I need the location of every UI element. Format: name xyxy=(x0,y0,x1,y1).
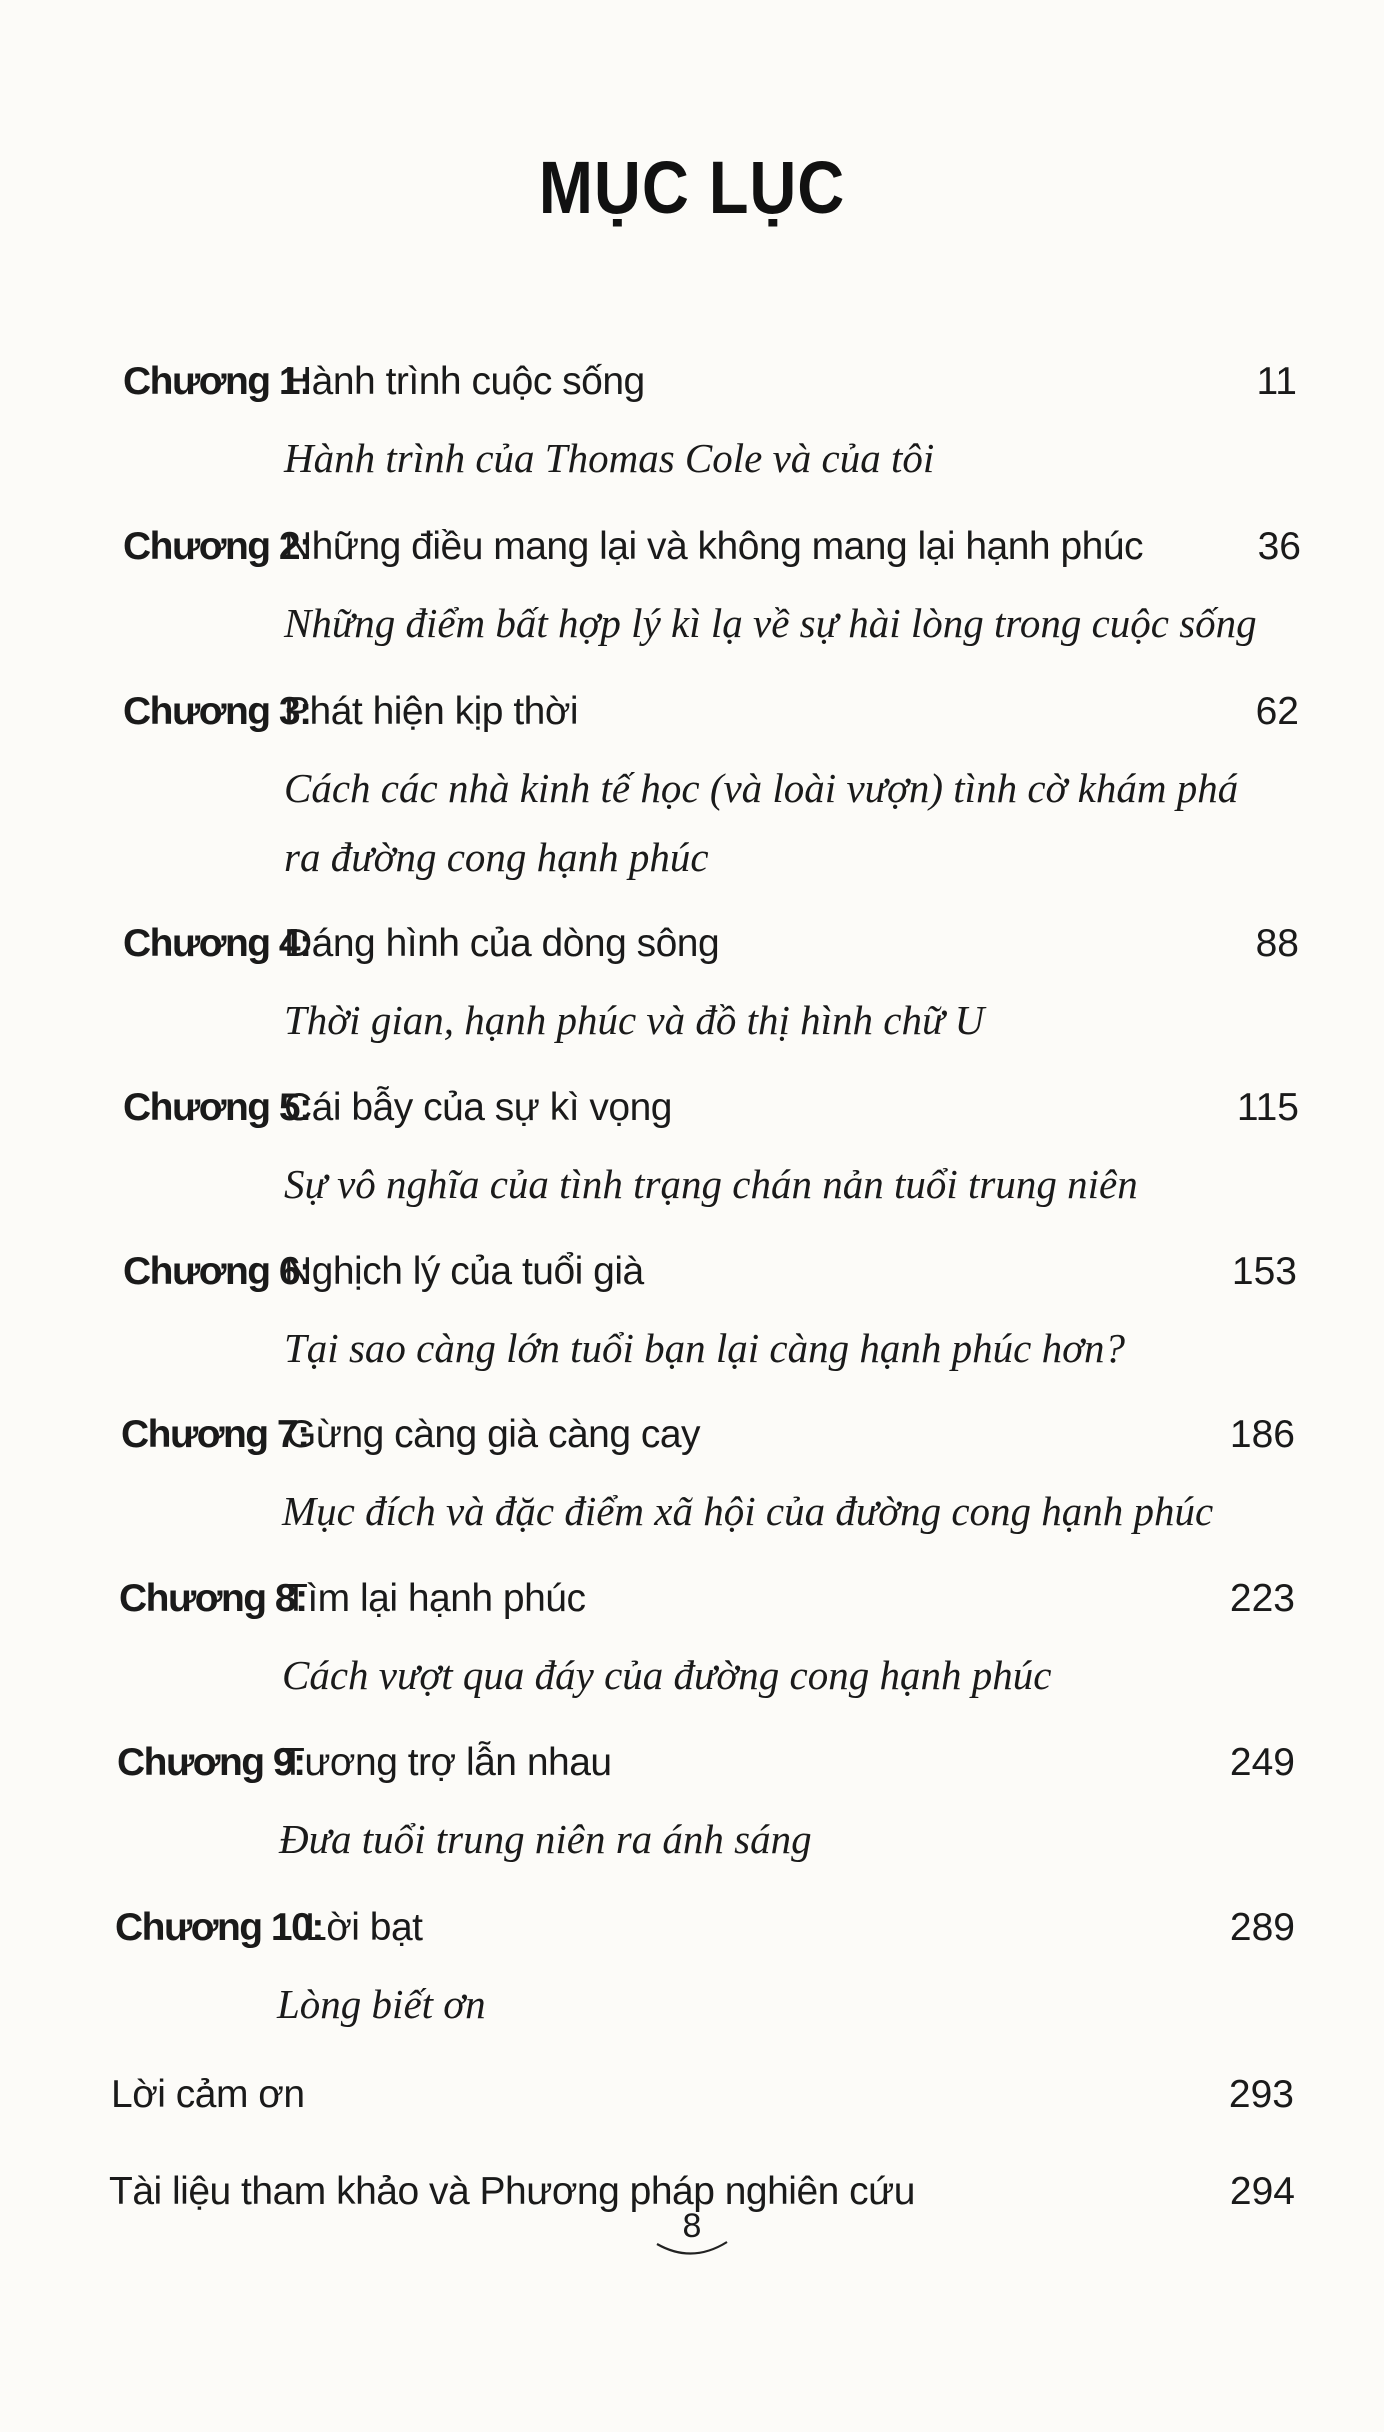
page-number: 11 xyxy=(1256,360,1297,403)
entry-title: Tài liệu tham khảo và Phương pháp nghiên cứu xyxy=(109,2170,915,2213)
page-folio-number: 8 xyxy=(682,2207,702,2245)
chapter-label: Chương 7: xyxy=(121,1413,309,1456)
page-number: 223 xyxy=(1229,1577,1295,1620)
folio-ornament-icon xyxy=(655,2238,729,2260)
chapter-label: Chương 2: xyxy=(123,525,311,568)
chapter-subtitle: Mục đích và đặc điểm xã hội của đường cong hạnh phúc xyxy=(282,1488,1214,1534)
entry-title: Lời cảm ơn xyxy=(111,2073,305,2116)
chapter-title: Tương trợ lẫn nhau xyxy=(281,1741,612,1784)
chapter-label: Chương 5: xyxy=(123,1086,311,1129)
chapter-subtitle: Hành trình của Thomas Cole và của tôi xyxy=(284,435,935,481)
chapter-subtitle: Thời gian, hạnh phúc và đồ thị hình chữ U xyxy=(284,997,985,1043)
page-number: 153 xyxy=(1231,1250,1297,1293)
chapter-title: Dáng hình của dòng sông xyxy=(284,922,720,965)
chapter-label: Chương 3: xyxy=(123,690,311,733)
page-number: 293 xyxy=(1228,2073,1294,2116)
chapter-title: Gừng càng già càng cay xyxy=(286,1413,701,1456)
chapter-subtitle: Đưa tuổi trung niên ra ánh sáng xyxy=(279,1816,812,1862)
page-number: 294 xyxy=(1229,2170,1295,2213)
chapter-title: Nghịch lý của tuổi già xyxy=(284,1250,644,1293)
chapter-title: Hành trình cuộc sống xyxy=(284,360,645,403)
page-number: 62 xyxy=(1255,690,1299,733)
chapter-subtitle: Cách vượt qua đáy của đường cong hạnh phúc xyxy=(282,1652,1052,1698)
chapter-label: Chương 8: xyxy=(119,1577,307,1620)
page-number: 186 xyxy=(1229,1413,1295,1456)
page-title: MỤC LỤC xyxy=(538,146,846,229)
chapter-subtitle: Những điểm bất hợp lý kì lạ về sự hài lòng trong cuộc sống xyxy=(284,600,1257,646)
page-number: 88 xyxy=(1255,922,1299,965)
chapter-title: Những điều mang lại và không mang lại hạnh phúc xyxy=(284,525,1144,568)
chapter-title: Cái bẫy của sự kì vọng xyxy=(284,1086,672,1129)
chapter-label: Chương 9: xyxy=(117,1741,305,1784)
show-through-text xyxy=(260,262,274,326)
chapter-label: Chương 6: xyxy=(123,1250,311,1293)
chapter-title: Lời bạt xyxy=(305,1906,423,1949)
chapter-subtitle: Sự vô nghĩa của tình trạng chán nản tuổi trung niên xyxy=(284,1161,1138,1207)
page-number: 36 xyxy=(1257,525,1301,568)
chapter-label: Chương 1: xyxy=(123,360,311,403)
page-number: 289 xyxy=(1229,1906,1295,1949)
chapter-title: Phát hiện kịp thời xyxy=(284,690,579,733)
chapter-label: Chương 10: xyxy=(115,1906,323,1949)
chapter-subtitle: Lòng biết ơn xyxy=(277,1981,486,2027)
chapter-title: Tìm lại hạnh phúc xyxy=(284,1577,586,1620)
page-number: 115 xyxy=(1236,1086,1299,1129)
chapter-label: Chương 4: xyxy=(123,922,311,965)
chapter-subtitle: Cách các nhà kinh tế học (và loài vượn) tình cờ khám phá ra đường cong hạnh phúc xyxy=(284,765,1239,880)
page-number: 249 xyxy=(1229,1741,1295,1784)
chapter-subtitle: Tại sao càng lớn tuổi bạn lại càng hạnh phúc hơn? xyxy=(284,1325,1125,1371)
